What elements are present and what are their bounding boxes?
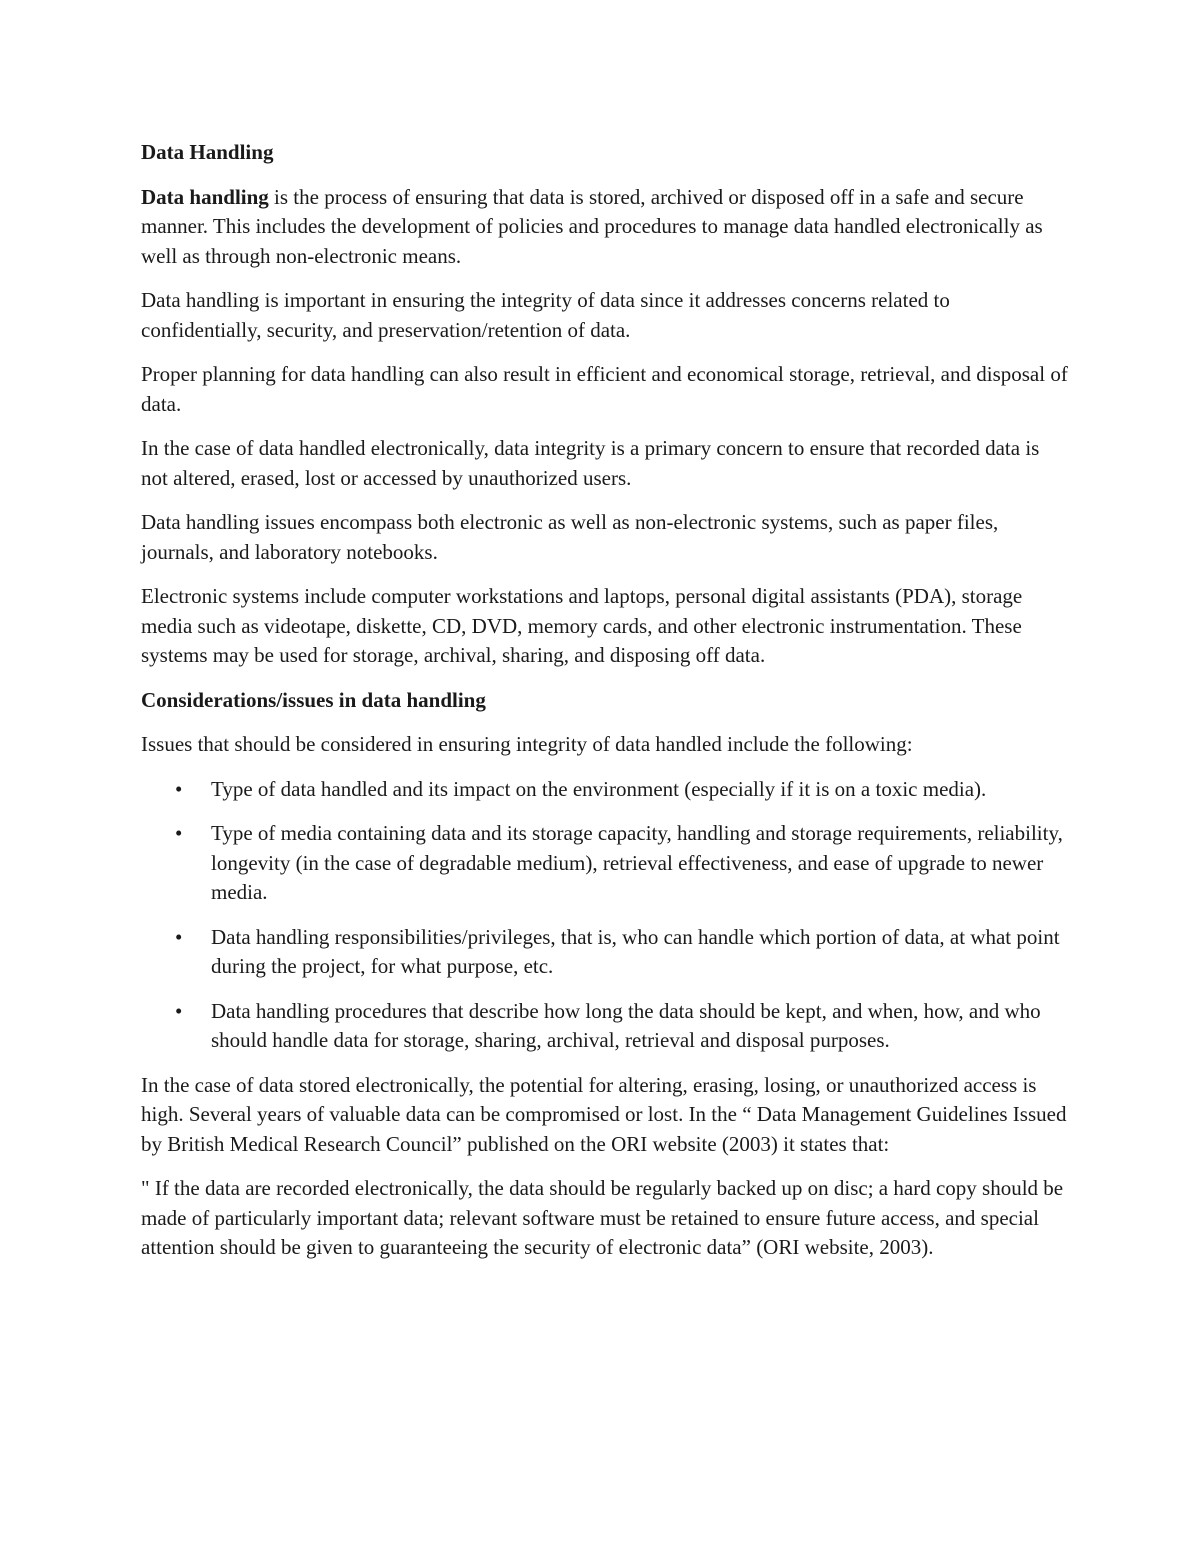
body-paragraph: Proper planning for data handling can also result in efficient and economical storage, retrieval, and disposal of data. [141,362,1068,416]
list-item-text: Data handling responsibilities/privileges, that is, who can handle which portion of data, at what point during the project, for what purpose, etc. [211,924,1060,978]
body-paragraph: Electronic systems include computer workstations and laptops, personal digital assistants (PDA), storage media such as videotape, diskette, CD, DVD, memory cards, and other electronic instrumentation. These systems may be used for storage, archival, sharing, and disposing off data. [141,584,1023,667]
document-title: Data Handling [141,140,274,164]
section-heading: Considerations/issues in data handling [141,687,486,712]
list-item [175,819,1071,908]
intro-paragraph [141,183,1071,272]
list-item-text: Type of media containing data and its storage capacity, handling and storage requirements, reliability, longevity (in the case of degradable medium), retrieval effectiveness, and ease of upgrade to newer media. [211,821,1063,904]
bullet-icon: • [175,998,183,1023]
list-item [175,775,1071,805]
bullet-icon: • [175,924,183,949]
bullet-icon: • [175,776,183,801]
bullet-icon: • [175,821,183,845]
list-item-text: Data handling procedures that describe how long the data should be kept, and when, how, and who should handle data for storage, sharing, archival, retrieval and disposal purposes. [211,998,1041,1052]
intro-text: is the process of ensuring that data is stored, archived or disposed off in a safe and secure manner. This includes the development of policies and procedures to manage data handled electronically as well as through non-electronic means. [141,184,1043,268]
list-item [175,923,1071,982]
body-paragraph: In the case of data handled electronically, data integrity is a primary concern to ensure that recorded data is not altered, erased, lost or accessed by unauthorized users. [141,436,1040,490]
body-paragraph: Data handling is important in ensuring the integrity of data since it addresses concerns related to confidentially, security, and preservation/retention of data. [141,288,950,342]
list-item-text: Type of data handled and its impact on the environment (especially if it is on a toxic media). [211,776,987,801]
intro-lead-term: Data handling [141,184,269,209]
issues-list [141,775,1071,1056]
list-intro: Issues that should be considered in ensuring integrity of data handled include the following: [141,732,913,756]
document-page [141,138,1071,1278]
list-item [175,997,1071,1056]
quote-paragraph: " If the data are recorded electronically, the data should be regularly backed up on disc; a hard copy should be made of particularly important data; relevant software must be retained to ensure future access, and special attention should be given to guaranteeing the security of electronic data” (ORI website, 2003). [141,1176,1064,1259]
closing-paragraph: In the case of data stored electronically, the potential for altering, erasing, losing, or unauthorized access is high. Several years of valuable data can be compromised or lost. In the “ Data Management Guidelines Issued by British Medical Research Council” published on the ORI website (2003) it states that: [141,1072,1067,1156]
body-paragraph: Data handling issues encompass both electronic as well as non-electronic systems, such as paper files, journals, and laboratory notebooks. [141,510,999,564]
